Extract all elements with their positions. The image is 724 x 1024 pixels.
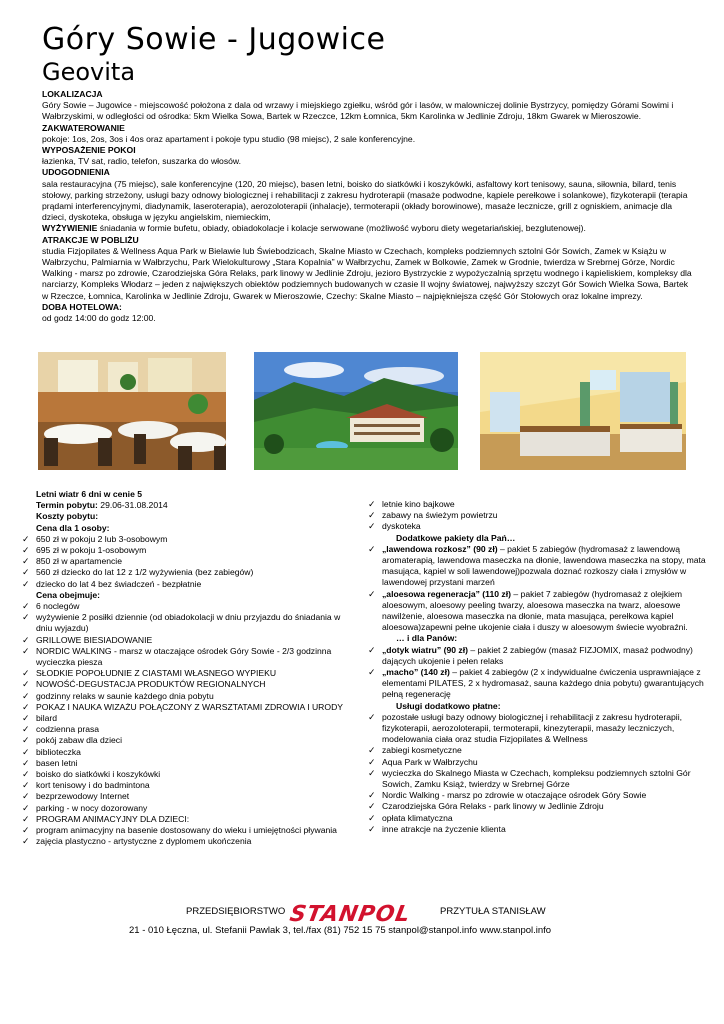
list-item: ✓ GRILLOWE BIESIADOWANIE bbox=[22, 634, 153, 645]
section-text: pokoje: 1os, 2os, 3os i 4os oraz apartament i pokoje typu studio (98 miejsc), 2 sale konferencyjne. bbox=[42, 133, 416, 144]
list-item: ✓ 6 noclegów bbox=[22, 601, 80, 612]
check-icon: ✓ bbox=[22, 791, 30, 802]
section-heading: ATRAKCJE W POBLIŻU bbox=[42, 234, 139, 245]
check-icon: ✓ bbox=[22, 578, 30, 589]
package-item: ✓ „aloesowa regeneracja” (110 zł) – pakiet 7 zabiegów (hydromasaż z olejkiem aloesowym, aloesowy peeling twarzy, aloesowa maseczka na twarz, aloesowe nawilżenie, aloesowa maseczka na dłonie, mata masująca, perełkowa kąpiel aloesowa)zapewni pełne ukojenie ciała i duszy w aloesowym świecie wyobraźni. bbox=[368, 588, 688, 633]
price-item: ✓ 560 zł dziecko do lat 12 z 1/2 wyżywienia (bez zabiegów) bbox=[22, 567, 254, 578]
package-item: ✓ „dotyk wiatru” (90 zł) – pakiet 2 zabiegów (masaż FIZJOMIX, masaż podwodny) dających ukojenie i pełen relaks bbox=[368, 644, 693, 666]
section-text: śniadania w formie bufetu, obiady, obiadokolacje i kolacje serwowane (możliwość wyboru diety wegetariańskiej, bezglutenowej). bbox=[99, 223, 586, 234]
list-item: ✓ godzinny relaks w saunie każdego dnia pobytu bbox=[22, 690, 214, 701]
check-icon: ✓ bbox=[368, 510, 376, 521]
list-item: ✓ NORDIC WALKING - marsz w otaczające ośrodek Góry Sowie - 2/3 godzinna wycieczka piesza bbox=[22, 645, 332, 668]
check-icon: ✓ bbox=[22, 701, 30, 712]
footer-owner: PRZYTUŁA STANISŁAW bbox=[440, 906, 546, 917]
restaurant-photo bbox=[38, 352, 226, 470]
includes-list bbox=[22, 601, 352, 847]
check-icon: ✓ bbox=[22, 780, 30, 791]
list-item: ✓ Aqua Park w Wałbrzychu bbox=[368, 756, 478, 767]
list-item: ✓ boisko do siatkówki i koszykówki bbox=[22, 769, 161, 780]
check-icon: ✓ bbox=[368, 801, 376, 812]
section-text: Góry Sowie – Jugowice - miejscowość położona z dala od wrzawy i miejskiego zgiełku, wśród gór i lasów, w malowniczej dolinie Bystrzycy, pomiędzy Górami Sowimi i Wałbrzyskimi, w odległości od ośrodka: 5km Wielka Sowa, Bartek w Rzeczce, 12km Łomnica, 5km Karolinka w Jedlinie Zdroju, 18km Gwarek w Mieroszowie. bbox=[42, 100, 674, 122]
check-icon: ✓ bbox=[22, 567, 30, 578]
check-icon: ✓ bbox=[368, 711, 376, 722]
offer-title: Letni wiatr 6 dni w cenie 5 bbox=[36, 489, 143, 499]
paid-list bbox=[368, 712, 706, 835]
page-title: Góry Sowie - Jugowice bbox=[42, 22, 386, 57]
list-item: ✓ zabiegi kosmetyczne bbox=[368, 745, 462, 756]
list-item: ✓ bilard bbox=[22, 713, 58, 724]
package-item: ✓ „macho” (140 zł) – pakiet 4 zabiegów (2 x indywidualne ćwiczenia usprawniające z elementami PILATES, 2 x hydromasaż, sauna każdego dnia pobytu) gwarantujących pełną regenerację bbox=[368, 667, 704, 700]
check-icon: ✓ bbox=[22, 746, 30, 757]
check-icon: ✓ bbox=[368, 588, 376, 599]
check-icon: ✓ bbox=[22, 634, 30, 645]
package-item: ✓ „lawendowa rozkosz” (90 zł) – pakiet 5 zabiegów (hydromasaż z lawendową aromaterapią, lawendowa maseczka na dłonie, lawendowa maseczka na stopy, mata masująca, kąpiel w soli lawendowej)pozwala doznać rozkoszy ciała i zmysłów w lawendowej przystani marzeń bbox=[368, 543, 706, 588]
extra-item: ✓ zabawy na świeżym powietrzu bbox=[368, 510, 498, 521]
check-icon: ✓ bbox=[22, 802, 30, 813]
price-item: ✓ 650 zł w pokoju 2 lub 3-osobowym bbox=[22, 533, 168, 544]
section-text: od godz 14:00 do godz 12:00. bbox=[42, 313, 156, 324]
extra-item: ✓ dyskoteka bbox=[368, 521, 421, 532]
check-icon: ✓ bbox=[368, 543, 376, 554]
list-item: ✓ wycieczka do Skalnego Miasta w Czechach, kompleksu podziemnych sztolni Gór Sowich, Zamku Książ, twierdzy w Srebrnej Górze bbox=[368, 767, 691, 790]
check-icon: ✓ bbox=[22, 645, 30, 656]
check-icon: ✓ bbox=[22, 601, 30, 612]
room-photo bbox=[480, 352, 686, 470]
list-item: ✓ NOWOŚĆ-DEGUSTACJA PRODUKTÓW REGIONALNYCH bbox=[22, 679, 266, 690]
check-icon: ✓ bbox=[368, 499, 376, 509]
check-icon: ✓ bbox=[368, 767, 376, 778]
check-icon: ✓ bbox=[22, 612, 30, 623]
list-item: ✓ basen letni bbox=[22, 757, 78, 768]
check-icon: ✓ bbox=[22, 813, 30, 824]
paid-services-heading: Usługi dodatkowo płatne: bbox=[396, 700, 501, 711]
list-item: ✓ program animacyjny na basenie dostosowany do wieku i umiejętności pływania bbox=[22, 825, 337, 836]
check-icon: ✓ bbox=[368, 644, 376, 655]
check-icon: ✓ bbox=[368, 823, 376, 834]
check-icon: ✓ bbox=[368, 521, 376, 532]
list-item: ✓ wyżywienie 2 posiłki dziennie (od obiadokolacji w dniu przyjazdu do śniadania w dniu wyjazdu) bbox=[22, 612, 341, 634]
price-item: ✓ 850 zł w apartamencie bbox=[22, 556, 122, 567]
check-icon: ✓ bbox=[22, 757, 30, 768]
list-item: ✓ inne atrakcje na życzenie klienta bbox=[368, 823, 506, 834]
packages-men-heading: … i dla Panów: bbox=[396, 633, 458, 644]
list-item: ✓ kort tenisowy i do badmintona bbox=[22, 780, 150, 791]
section-heading: WYPOSAŻENIE POKOI bbox=[42, 145, 136, 156]
left-column bbox=[22, 489, 352, 848]
costs-heading: Koszty pobytu: bbox=[36, 511, 99, 522]
packages-women-heading: Dodatkowe pakiety dla Pań… bbox=[396, 532, 516, 543]
list-item: ✓ zajęcia plastyczno - artystyczne z dyplomem ukończenia bbox=[22, 836, 252, 847]
check-icon: ✓ bbox=[22, 769, 30, 780]
check-icon: ✓ bbox=[22, 668, 30, 679]
list-item: ✓ opłata klimatyczna bbox=[368, 812, 453, 823]
check-icon: ✓ bbox=[22, 556, 30, 567]
section-text: studia Fizjopilates & Wellness Aqua Park w Bielawie lub Świebodzicach, Skalne Miasto w Czechach, kompleks podziemnych sztolni Gór Sowich, Zamek w Książu w Wałbrzychu, Palmiarnia w Wałbrzychu, Park Wielokulturowy „Stara Kopalnia” w Wałbrzychu, Zamek w Bolkowie, Zamek w Grodnie, twierdza w Srebrnej Górze, Nordic Walking - marsz po zdrowie, Czarodziejska Góra Relaks, park linowy w Jedlinie Zdroju, jezioro Bystrzyckie z wypożyczalnią sprzętu wodnego i kąpieliskiem, kompleksy dla narciarzy, Kompleks Włodarz – jeden z największych obiektów podziemnych budowanych w czasie II wojny światowej, najwyższy szczyt Gór Sowich Wielka Sowa, Bartek w Rzeczce, Łomnica, Karolinka w Jedlinie Zdroju, Gwarek w Mieroszowie, Czechy: Skalne Miasto – najpiękniejsza część Gór Stołowych oraz lokalne imprezy. bbox=[42, 245, 692, 301]
check-icon: ✓ bbox=[368, 667, 376, 678]
check-icon: ✓ bbox=[22, 690, 30, 701]
check-icon: ✓ bbox=[368, 756, 376, 767]
check-icon: ✓ bbox=[22, 545, 30, 556]
check-icon: ✓ bbox=[22, 533, 30, 544]
check-icon: ✓ bbox=[22, 724, 30, 735]
includes-heading: Cena obejmuje: bbox=[36, 589, 100, 600]
check-icon: ✓ bbox=[22, 735, 30, 746]
check-icon: ✓ bbox=[368, 790, 376, 801]
section-heading: UDOGODNIENIA bbox=[42, 167, 110, 178]
section-text: sala restauracyjna (75 miejsc), sale konferencyjne (120, 20 miejsc), basen letni, boisko do siatkówki i koszykówki, asfaltowy kort tenisowy, sauna, siłownia, bilard, tenis stołowy, parking strzeżony, usługi bazy odnowy biologicznej i rehabilitacji z zakresu hydroterapii (masaże podwodne, kąpiele perełkowe i solankowe), fizykoterapii (terapia prądami interferencyjnymi, diadynamik, laseroterapia), aerozoloterapii (inhalacje), termoterapii (okłady borowinowe), masaże lecznicze, grill z ogniskiem, animacje dla dzieci, dyskoteka, obsługa w języku angielskim, niemieckim, bbox=[42, 178, 688, 223]
check-icon: ✓ bbox=[22, 825, 30, 836]
price-item: ✓ dziecko do lat 4 bez świadczeń - bezpłatnie bbox=[22, 578, 202, 589]
price-item: ✓ 695 zł w pokoju 1-osobowym bbox=[22, 545, 147, 556]
section-heading: LOKALIZACJA bbox=[42, 89, 103, 99]
page-subtitle: Geovita bbox=[42, 58, 136, 86]
list-item: ✓ SŁODKIE POPOŁUDNIE Z CIASTAMI WŁASNEGO WYPIEKU bbox=[22, 668, 277, 679]
list-item: ✓ bezprzewodowy Internet bbox=[22, 791, 130, 802]
info-sections bbox=[42, 89, 692, 324]
check-icon: ✓ bbox=[22, 713, 30, 724]
list-item: ✓ pokój zabaw dla dzieci bbox=[22, 735, 122, 746]
term: Termin pobytu: 29.06-31.08.2014 bbox=[36, 500, 168, 511]
footer-company: PRZEDSIĘBIORSTWO bbox=[186, 906, 286, 917]
section-text: łazienka, TV sat, radio, telefon, suszarka do włosów. bbox=[42, 156, 242, 167]
list-item: ✓ Czarodziejska Góra Relaks - park linowy w Jedlinie Zdroju bbox=[368, 801, 604, 812]
check-icon: ✓ bbox=[368, 745, 376, 756]
right-column bbox=[368, 499, 706, 835]
section-inline bbox=[42, 223, 692, 234]
price-per-person-heading: Cena dla 1 osoby: bbox=[36, 522, 110, 533]
check-icon: ✓ bbox=[22, 836, 30, 847]
list-item: ✓ POKAZ I NAUKA WIZAŻU POŁĄCZONY Z WARSZTATAMI ZDROWIA I URODY bbox=[22, 701, 344, 712]
hotel-photo bbox=[254, 352, 458, 470]
list-item: ✓ codzienna prasa bbox=[22, 724, 100, 735]
stanpol-logo: STANPOL bbox=[287, 902, 413, 927]
section-heading: DOBA HOTELOWA: bbox=[42, 301, 122, 312]
extra-item: ✓ letnie kino bajkowe bbox=[368, 499, 455, 509]
check-icon: ✓ bbox=[368, 812, 376, 823]
list-item: ✓ parking - w nocy dozorowany bbox=[22, 802, 148, 813]
footer-address: 21 - 010 Łęczna, ul. Stefanii Pawlak 3, tel./fax (81) 752 15 75 stanpol@stanpol.info www.stanpol.info bbox=[129, 925, 552, 936]
list-item: ✓ Nordic Walking - marsz po zdrowie w otaczające ośrodek Góry Sowie bbox=[368, 790, 647, 801]
list-item: ✓ biblioteczka bbox=[22, 746, 81, 757]
list-item: ✓ pozostałe usługi bazy odnowy biologicznej i rehabilitacji z zakresu hydroterapii, fizykoterapii, aerozoloterapii, termoterapii, kinezyterapii, masaży leczniczych, modelowania ciała oraz studia Fizjopilates & Wellness bbox=[368, 711, 682, 745]
section-heading: WYŻYWIENIE bbox=[42, 223, 98, 234]
check-icon: ✓ bbox=[22, 679, 30, 690]
section-heading: ZAKWATEROWANIE bbox=[42, 122, 125, 133]
list-item: ✓ PROGRAM ANIMACYJNY DLA DZIECI: bbox=[22, 813, 190, 824]
